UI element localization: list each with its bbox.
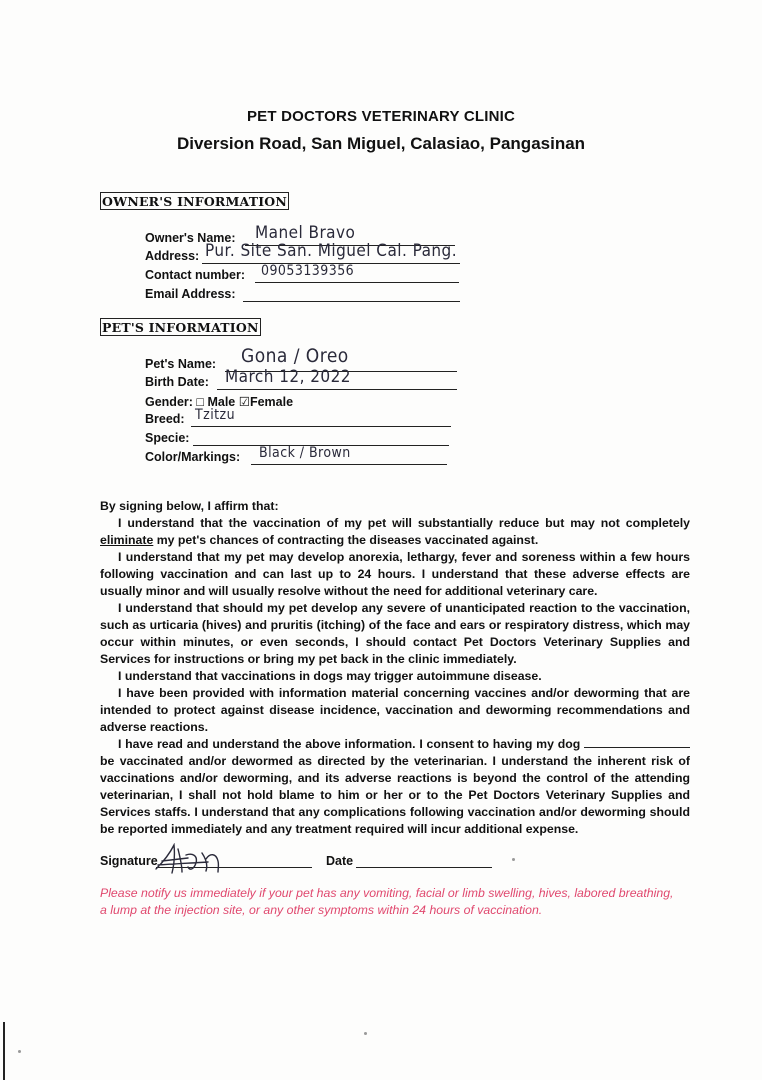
agreement-paragraph-2: I understand that my pet may develop anorexia, lethargy, fever and soreness within a few hours following vaccination and can last up to 24 hours. I understand that these adverse effects are usually minor and will usually resolve without the need for additional veterinary care. <box>100 550 690 598</box>
pet-section-heading: PET'S INFORMATION <box>102 320 259 335</box>
scan-speck <box>364 1032 367 1035</box>
agreement-paragraph-6 <box>100 736 690 838</box>
agreement-text <box>100 498 690 838</box>
scan-speck <box>18 1050 21 1053</box>
agreement-p6-part-a: I have read and understand the above information. I consent to having my dog <box>118 737 584 751</box>
owner-email-label: Email Address: <box>145 287 236 301</box>
owner-name-label: Owner's Name: <box>145 231 236 245</box>
agreement-paragraph-3: I understand that should my pet develop any severe of unanticipated reaction to the vaccination, such as urticaria (hives) and pruritis (itching) of the face and ears or respiratory distress, which may occur within minutes, or even seconds, I should contact Pet Doctors Veterinary Supplies and Services for instructions or bring my pet back in the clinic immediately. <box>100 601 690 666</box>
pet-birthdate-row <box>145 367 475 393</box>
pet-birthdate-line <box>217 389 457 390</box>
pet-color-row <box>145 445 475 468</box>
owner-email-line <box>243 301 460 302</box>
owner-name-value[interactable]: Manel Bravo <box>255 223 356 243</box>
owner-email-row <box>145 287 475 305</box>
owner-section-heading: OWNER'S INFORMATION <box>102 194 288 209</box>
signature-row <box>100 851 700 875</box>
agreement-p1-underlined: eliminate <box>100 533 154 547</box>
clinic-address: Diversion Road, San Miguel, Calasiao, Pangasinan <box>176 134 586 153</box>
owner-contact-line <box>255 282 459 283</box>
signature-label: Signature <box>100 854 158 868</box>
scan-edge-mark <box>3 1022 5 1080</box>
post-vaccination-notice: Please notify us immediately if your pet has any vomiting, facial or limb swelling, hives, labored breathing, a lump at the injection site, or any other symptoms within 24 hours of vaccination. <box>100 886 674 917</box>
pet-birthdate-label: Birth Date: <box>145 375 209 389</box>
clinic-name: PET DOCTORS VETERINARY CLINIC <box>246 108 516 125</box>
pet-breed-row <box>145 407 475 430</box>
pet-name-label: Pet's Name: <box>145 357 217 371</box>
pet-breed-line <box>191 426 451 427</box>
dog-name-blank[interactable] <box>584 736 690 748</box>
date-label: Date <box>326 854 354 868</box>
female-checkbox[interactable]: ☑ <box>238 395 250 409</box>
scan-speck <box>512 858 515 861</box>
pet-name-value[interactable]: Gona / Oreo <box>241 345 349 367</box>
male-checkbox[interactable]: □ <box>196 395 204 409</box>
agreement-paragraph-4: I understand that vaccinations in dogs may trigger autoimmune disease. <box>118 669 542 683</box>
pet-color-value[interactable]: Black / Brown <box>259 445 351 461</box>
handwritten-signature <box>152 843 238 875</box>
female-label: Female <box>249 395 294 409</box>
agreement-p6-part-b: be vaccinated and/or dewormed as directed by the veterinarian. I understand the inherent risk of vaccinations and/or deworming, and its adverse reactions is beyond the control of the attending veterinarian, I shall not hold blame to him or her or to the Pet Doctors Veterinary Supplies and Services staffs. I understand that any complications following vaccination and/or deworming should be reported immediately and any treatment required will incur additional expense. <box>100 754 690 836</box>
pet-birthdate-value[interactable]: March 12, 2022 <box>225 367 351 387</box>
owner-contact-row <box>145 263 475 286</box>
date-line[interactable] <box>356 867 492 868</box>
owner-contact-label: Contact number: <box>145 268 245 282</box>
owner-address-label: Address: <box>145 249 200 263</box>
pet-color-label: Color/Markings: <box>145 450 241 464</box>
pet-color-line <box>251 464 447 465</box>
owner-contact-value[interactable]: 09053139356 <box>261 263 355 279</box>
pet-breed-value[interactable]: Tzitzu <box>195 407 236 423</box>
pet-breed-label: Breed: <box>145 412 185 426</box>
agreement-paragraph-1 <box>100 515 690 549</box>
agreement-paragraph-5: I have been provided with information material concerning vaccines and/or deworming that are intended to protect against disease incidence, vaccination and deworming recommendations and adverse reactions. <box>100 686 690 734</box>
owner-address-value[interactable]: Pur. Site San. Miguel Cal. Pang. <box>205 241 458 261</box>
male-label: Male <box>207 395 236 409</box>
pet-gender-label: Gender: <box>145 395 193 409</box>
agreement-p1-part-b: my pet's chances of contracting the diseases vaccinated against. <box>153 533 539 547</box>
agreement-p1-part-a: I understand that the vaccination of my pet will substantially reduce but may not completely <box>118 516 690 530</box>
agreement-intro: By signing below, I affirm that: <box>100 499 279 513</box>
pet-specie-label: Specie: <box>145 431 190 445</box>
